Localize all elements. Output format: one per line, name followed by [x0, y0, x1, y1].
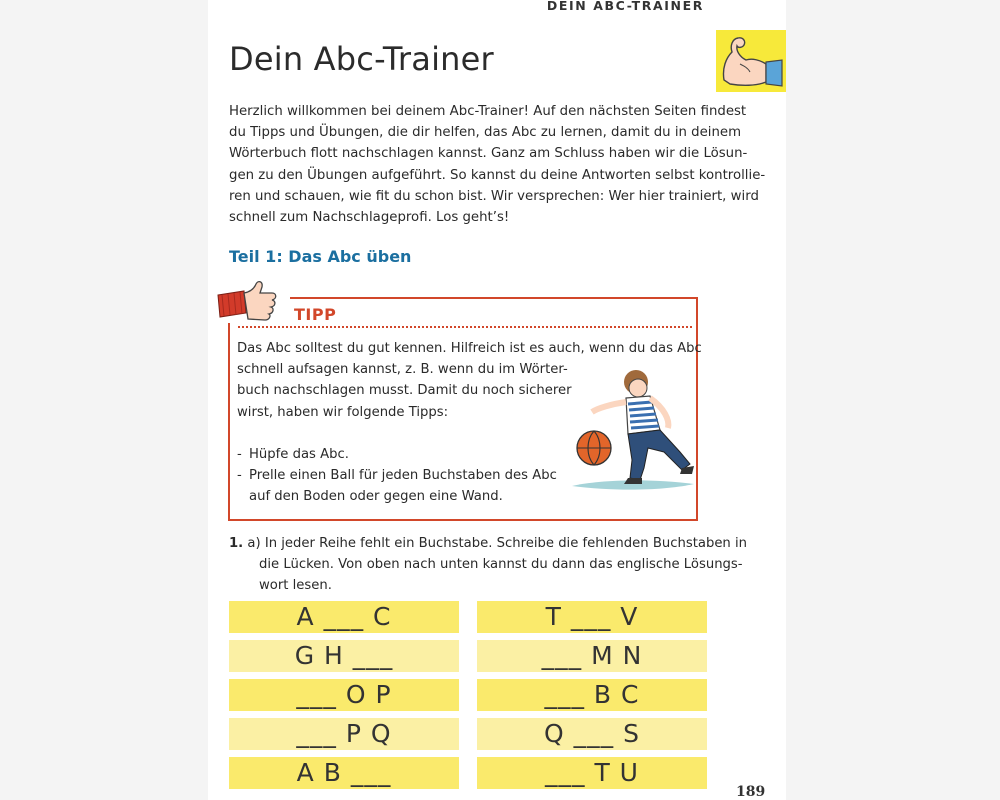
tip-line: schnell aufsagen kannst, z. B. wenn du im Wörter-	[237, 362, 568, 378]
tip-list	[237, 444, 557, 508]
letter-gap-row[interactable]: A ___ C	[229, 601, 459, 633]
page-title: Dein Abc-Trainer	[229, 40, 494, 78]
intro-line: schnell zum Nachschlageprofi. Los geht’s!	[229, 210, 510, 226]
intro-line: Herzlich willkommen bei deinem Abc-Trainer! Auf den nächsten Seiten findest	[229, 104, 747, 119]
letter-gap-row[interactable]: ___ M N	[477, 640, 707, 672]
tip-list-item: - Prelle einen Ball für jeden Buchstaben des Abc	[237, 468, 557, 484]
letter-gap-row[interactable]: A B ___	[229, 757, 459, 789]
running-header: DEIN ABC-TRAINER	[546, 0, 704, 13]
tip-title: TIPP	[294, 305, 337, 324]
exercise-instructions	[229, 533, 747, 597]
letter-gap-row[interactable]: G H ___	[229, 640, 459, 672]
tip-line: wirst, haben wir folgende Tipps:	[237, 404, 449, 420]
intro-line: Wörterbuch flott nachschlagen kannst. Ganz am Schluss haben wir die Lösun-	[229, 146, 748, 162]
letter-gap-row[interactable]: ___ O P	[229, 679, 459, 711]
page-number: 189	[736, 784, 766, 800]
section-heading: Teil 1: Das Abc üben	[229, 247, 412, 266]
thumbs-up-icon	[214, 279, 290, 323]
flexed-arm-icon	[716, 30, 786, 92]
tip-line: buch nachschlagen musst. Damit du noch sicherer	[237, 383, 572, 399]
intro-line: gen zu den Übungen aufgeführt. So kannst du deine Antworten selbst kontrollie-	[229, 167, 766, 183]
exercise-line: die Lücken. Von oben nach unten kannst du dann das englische Lösungs-	[259, 557, 743, 573]
boy-dribbling-ball-illustration	[568, 368, 698, 500]
exercise-line: In jeder Reihe fehlt ein Buchstabe. Schreibe die fehlenden Buchstaben in	[264, 536, 748, 551]
exercise-part: a)	[247, 536, 261, 551]
intro-line: du Tipps und Übungen, die dir helfen, das Abc zu lernen, damit du in deinem	[229, 125, 742, 141]
letter-gap-row[interactable]: ___ T U	[477, 757, 707, 789]
tip-line: Das Abc solltest du gut kennen. Hilfreich ist es auch, wenn du das Abc	[237, 341, 702, 356]
exercise-line: wort lesen.	[259, 578, 332, 594]
intro-paragraph	[229, 101, 766, 228]
tip-list-item-continued: auf den Boden oder gegen eine Wand.	[249, 489, 503, 505]
page	[208, 0, 786, 800]
letter-gap-row[interactable]: ___ B C	[477, 679, 707, 711]
tip-divider	[238, 326, 692, 328]
letter-gap-row[interactable]: T ___ V	[477, 601, 707, 633]
exercise-number: 1.	[229, 536, 244, 551]
intro-line: ren und schauen, wie fit du schon bist. Wir versprechen: Wer hier trainiert, wird	[229, 188, 759, 204]
letter-gap-row[interactable]: ___ P Q	[229, 718, 459, 750]
tip-list-item: - Hüpfe das Abc.	[237, 447, 349, 462]
letter-gap-row[interactable]: Q ___ S	[477, 718, 707, 750]
